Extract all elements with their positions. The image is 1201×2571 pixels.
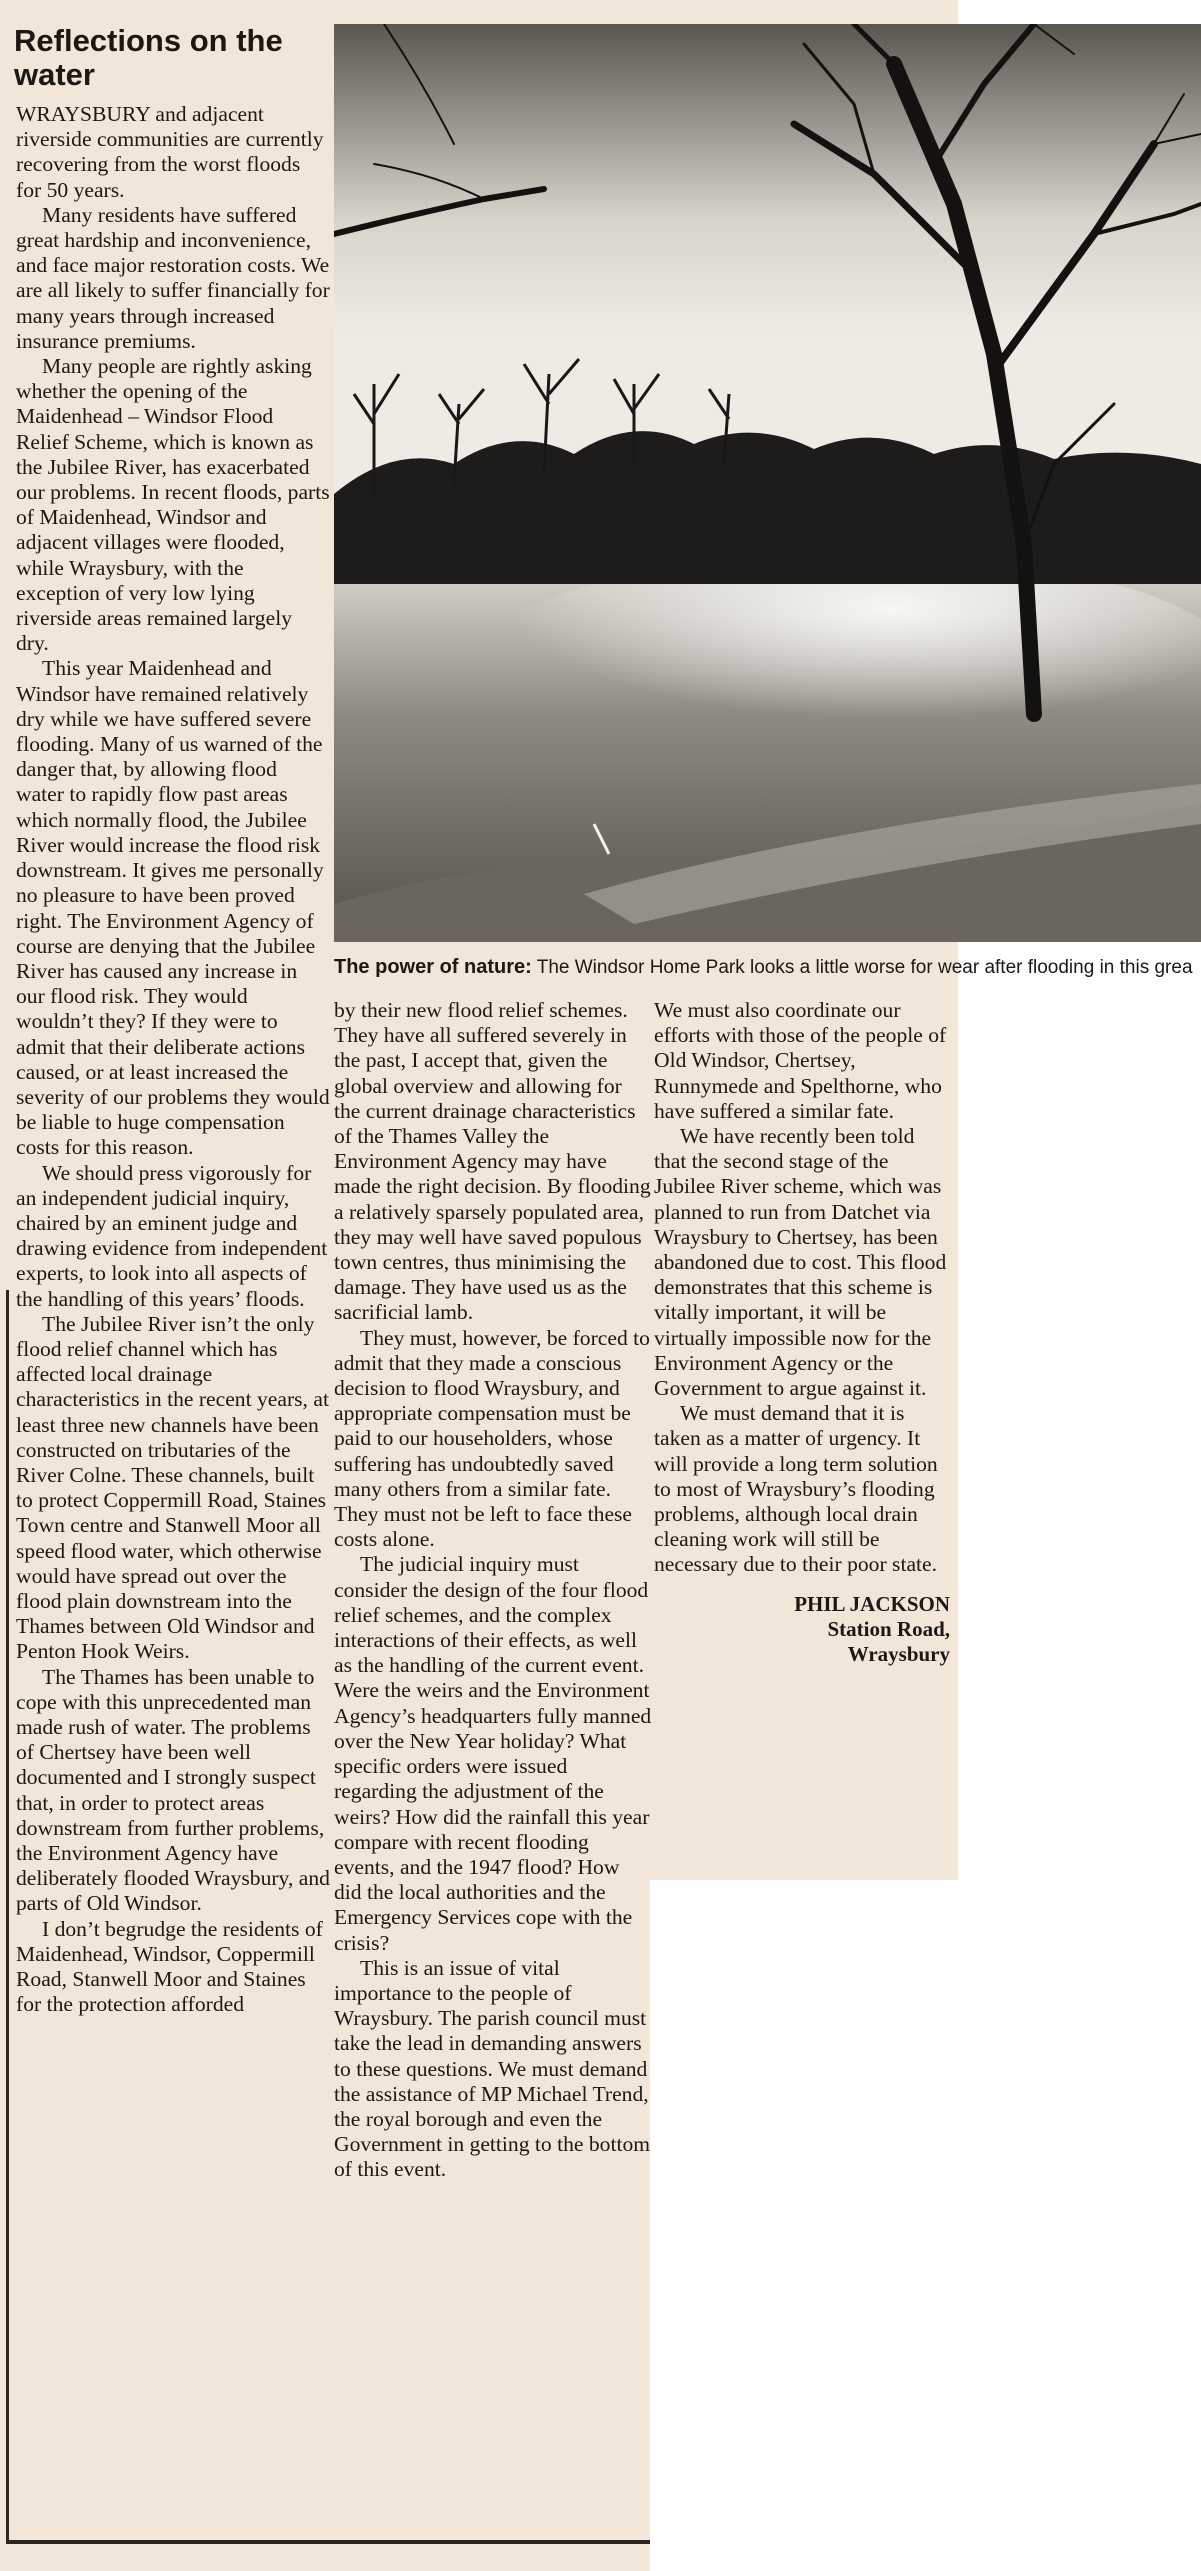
paragraph: The judicial inquiry must consider the design of the four flood relief schemes, and the complex interactions of their effects, as well as the handling of the current event. Were the weirs and the Environment Agency’s headquarters fully manned over the New Year holiday? What specific orders were issued regarding the adjustment of the weirs? How did the rainfall this year compare with recent flooding events, and the 1947 flood? How did the local authorities and the Emergency Services cope with the crisis?: [334, 1552, 652, 1955]
article-column-1: [16, 102, 330, 2017]
paragraph: The Thames has been unable to cope with this unprecedented man made rush of water. The problems of Chertsey have been well documented and I strongly suspect that, in order to protect areas downstream from further problems, the Environment Agency have deliberately flooded Wraysbury, and parts of Old Windsor.: [16, 1664, 330, 1916]
paragraph: We have recently been told that the second stage of the Jubilee River scheme, which was planned to run from Datchet via Wraysbury to Chertsey, has been abandoned due to cost. This flood demonstrates that this scheme is vitally important, it will be virtually impossible now for the Environment Agency or the Government to argue against it.: [654, 1124, 947, 1401]
caption-lead: The power of nature:: [334, 956, 532, 978]
photo-caption: [334, 952, 1201, 982]
bottom-divider-rule: [6, 2540, 650, 2544]
article-column-2: [334, 998, 652, 2183]
caption-text: The Windsor Home Park looks a little worse for wear after flooding in this grea: [531, 957, 1193, 978]
article-headline: Reflections on the water: [14, 23, 283, 92]
paragraph: They must, however, be forced to admit that they made a conscious decision to flood Wraysbury, and appropriate compensation must be paid to our householders, whose suffering has undoubtedly saved many others from a similar fate. They must not be left to face these costs alone.: [334, 1325, 650, 1552]
paragraph: This year Maidenhead and Windsor have remained relatively dry while we have suffered severe flooding. Many of us warned of the danger that, by allowing flood water to rapidly flow past areas which normally flood, the Jubilee River would increase the flood risk downstream. It gives me personally no pleasure to have been proved right. The Environment Agency of course are denying that the Jubilee River has caused any increase in our flood risk. They would wouldn’t they? If they were to admit that their deliberate actions caused, or at least increased the severity of our problems they would be liable to huge compensation costs for this reason.: [16, 656, 330, 1160]
author-name: PHIL JACKSON: [794, 1591, 950, 1616]
article-column-3: [654, 998, 950, 1667]
author-town: Wraysbury: [847, 1641, 950, 1666]
paragraph: We must also coordinate our efforts with those of the people of Old Windsor, Chertsey, Runnymede and Spelthorne, who have suffered a similar fate.: [654, 998, 947, 1123]
paragraph: We must demand that it is taken as a matter of urgency. It will provide a long term solution to most of Wraysbury’s flooding problems, although local drain cleaning work will still be necessary due to their poor state.: [654, 1401, 938, 1577]
column-divider-rule: [6, 1290, 9, 2540]
flooded-park-photo: [334, 24, 1201, 942]
paragraph: The Jubilee River isn’t the only flood relief channel which has affected local drainage characteristics in the recent years, at least three new channels have been constructed on tributaries of the River Colne. These channels, built to protect Coppermill Road, Staines Town centre and Stanwell Moor all speed flood water, which otherwise would have spread out over the flood plain downstream into the Thames between Old Windsor and Penton Hook Weirs.: [16, 1311, 329, 1664]
paragraph: Many people are rightly asking whether the opening of the Maidenhead – Windsor Flood Relief Scheme, which is known as the Jubilee River, has exacerbated our problems. In recent floods, parts of Maidenhead, Windsor and adjacent villages were flooded, while Wraysbury, with the exception of very low lying riverside areas remained largely dry.: [16, 354, 330, 656]
paragraph: by their new flood relief schemes. They have all suffered severely in the past, I accept that, given the global overview and allowing for the current drainage characteristics of the Thames Valley the Environment Agency may have made the right decision. By flooding a relatively sparsely populated area, they may well have saved populous town centres, thus minimising the damage. They have used us as the sacrificial lamb.: [334, 998, 651, 1325]
page-background-cutout: [650, 1880, 958, 2571]
author-street: Station Road,: [827, 1616, 950, 1641]
paragraph: I don’t begrudge the residents of Maidenhead, Windsor, Coppermill Road, Stanwell Moor and Staines for the protection afforded: [16, 1916, 323, 2017]
paragraph: This is an issue of vital importance to the people of Wraysbury. The parish council must take the lead in demanding answers to these questions. We must demand the assistance of MP Michael Trend, the royal borough and even the Government in getting to the bottom of this event.: [334, 1955, 651, 2182]
paragraph: WRAYSBURY and adjacent riverside communities are currently recovering from the worst floods for 50 years.: [16, 102, 324, 202]
paragraph: Many residents have suffered great hardship and inconvenience, and face major restoration costs. We are all likely to suffer financially for many years through increased insurance premiums.: [16, 202, 330, 353]
paragraph: We should press vigorously for an independent judicial inquiry, chaired by an eminent judge and drawing evidence from independent experts, to look into all aspects of the handling of this years’ floods.: [16, 1160, 328, 1311]
author-signature: [654, 1592, 950, 1667]
